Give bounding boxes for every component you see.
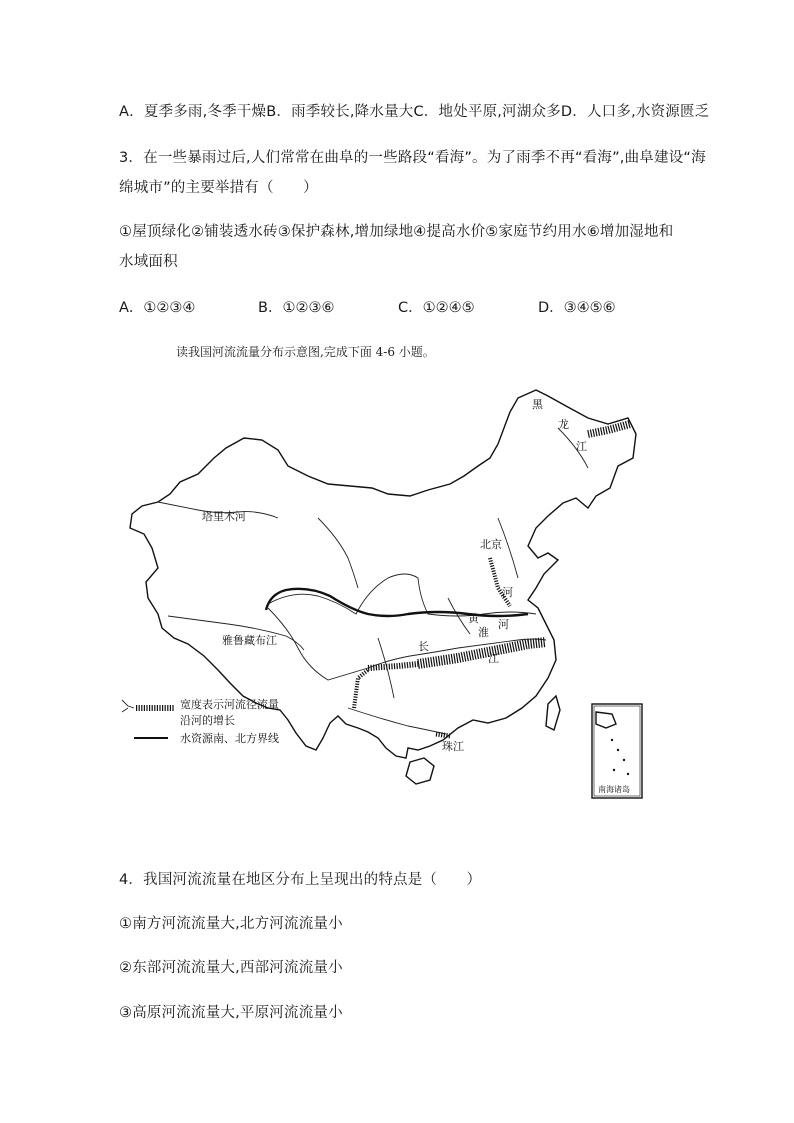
q3-stem-line2: 绵城市”的主要举措有（ ）	[119, 180, 318, 196]
label-nanhai: 南海诸岛	[598, 785, 630, 794]
label-changjiang-2: 江	[488, 652, 499, 665]
q2-options-line: A．夏季多雨,冬季干燥B．雨季较长,降水量大C．地处平原,河湖众多D．人口多,水资源匮乏	[119, 104, 710, 120]
label-tarim: 塔里木河	[202, 510, 246, 523]
label-beijing: 北京	[480, 538, 502, 551]
legend-flow-line2: 沿河的增长	[180, 714, 235, 727]
hainan-island	[406, 758, 434, 784]
label-huanghe-2: 河	[498, 618, 509, 631]
label-changjiang-1: 长	[418, 640, 429, 653]
q3-stem-line1: 3．在一些暴雨过后,人们常常在曲阜的一些路段“看海”。为了雨季不再“看海”,曲阜建设“海	[119, 150, 706, 166]
label-he-grand-canal: 河	[502, 586, 513, 599]
label-yarlung: 雅鲁藏布江	[222, 634, 277, 647]
q4-item-2: ②东部河流流量大,西部河流流量小	[119, 960, 343, 976]
label-heilongjiang-1: 黑	[532, 398, 543, 411]
q4-item-3: ③高原河流流量大,平原河流流量小	[119, 1005, 343, 1021]
china-river-flow-map	[118, 378, 674, 808]
q3-option-a: A．①②③④	[119, 300, 196, 316]
q3-option-b: B．①②③⑥	[258, 300, 335, 316]
q3-measures-line2: 水域面积	[119, 254, 178, 270]
q3-measures-line1: ①屋顶绿化②铺装透水砖③保护森林,增加绿地④提高水价⑤家庭节约用水⑥增加湿地和	[119, 224, 674, 240]
taiwan-island	[546, 696, 560, 730]
label-huanghe-1: 黄	[468, 612, 479, 625]
map-caption: 读我国河流流量分布示意图,完成下面 4-6 小题。	[176, 345, 435, 359]
south-china-sea-inset	[592, 704, 642, 798]
q3-option-d: D．③④⑤⑥	[538, 300, 616, 316]
label-heilongjiang-2: 龙	[558, 418, 569, 431]
label-zhujiang: 珠江	[442, 740, 464, 753]
label-heilongjiang-3: 江	[576, 440, 587, 453]
label-huai: 淮	[478, 626, 489, 639]
q4-stem: 4．我国河流流量在地区分布上呈现出的特点是（ ）	[119, 872, 482, 888]
legend-boundary: 水资源南、北方界线	[180, 732, 279, 745]
q4-item-1: ①南方河流流量大,北方河流流量小	[119, 916, 343, 932]
legend-flow-line1: 宽度表示河流径流量	[180, 698, 279, 711]
q3-option-c: C．①②④⑤	[398, 300, 475, 316]
water-boundary-line	[266, 589, 528, 616]
map-legend	[122, 697, 279, 745]
